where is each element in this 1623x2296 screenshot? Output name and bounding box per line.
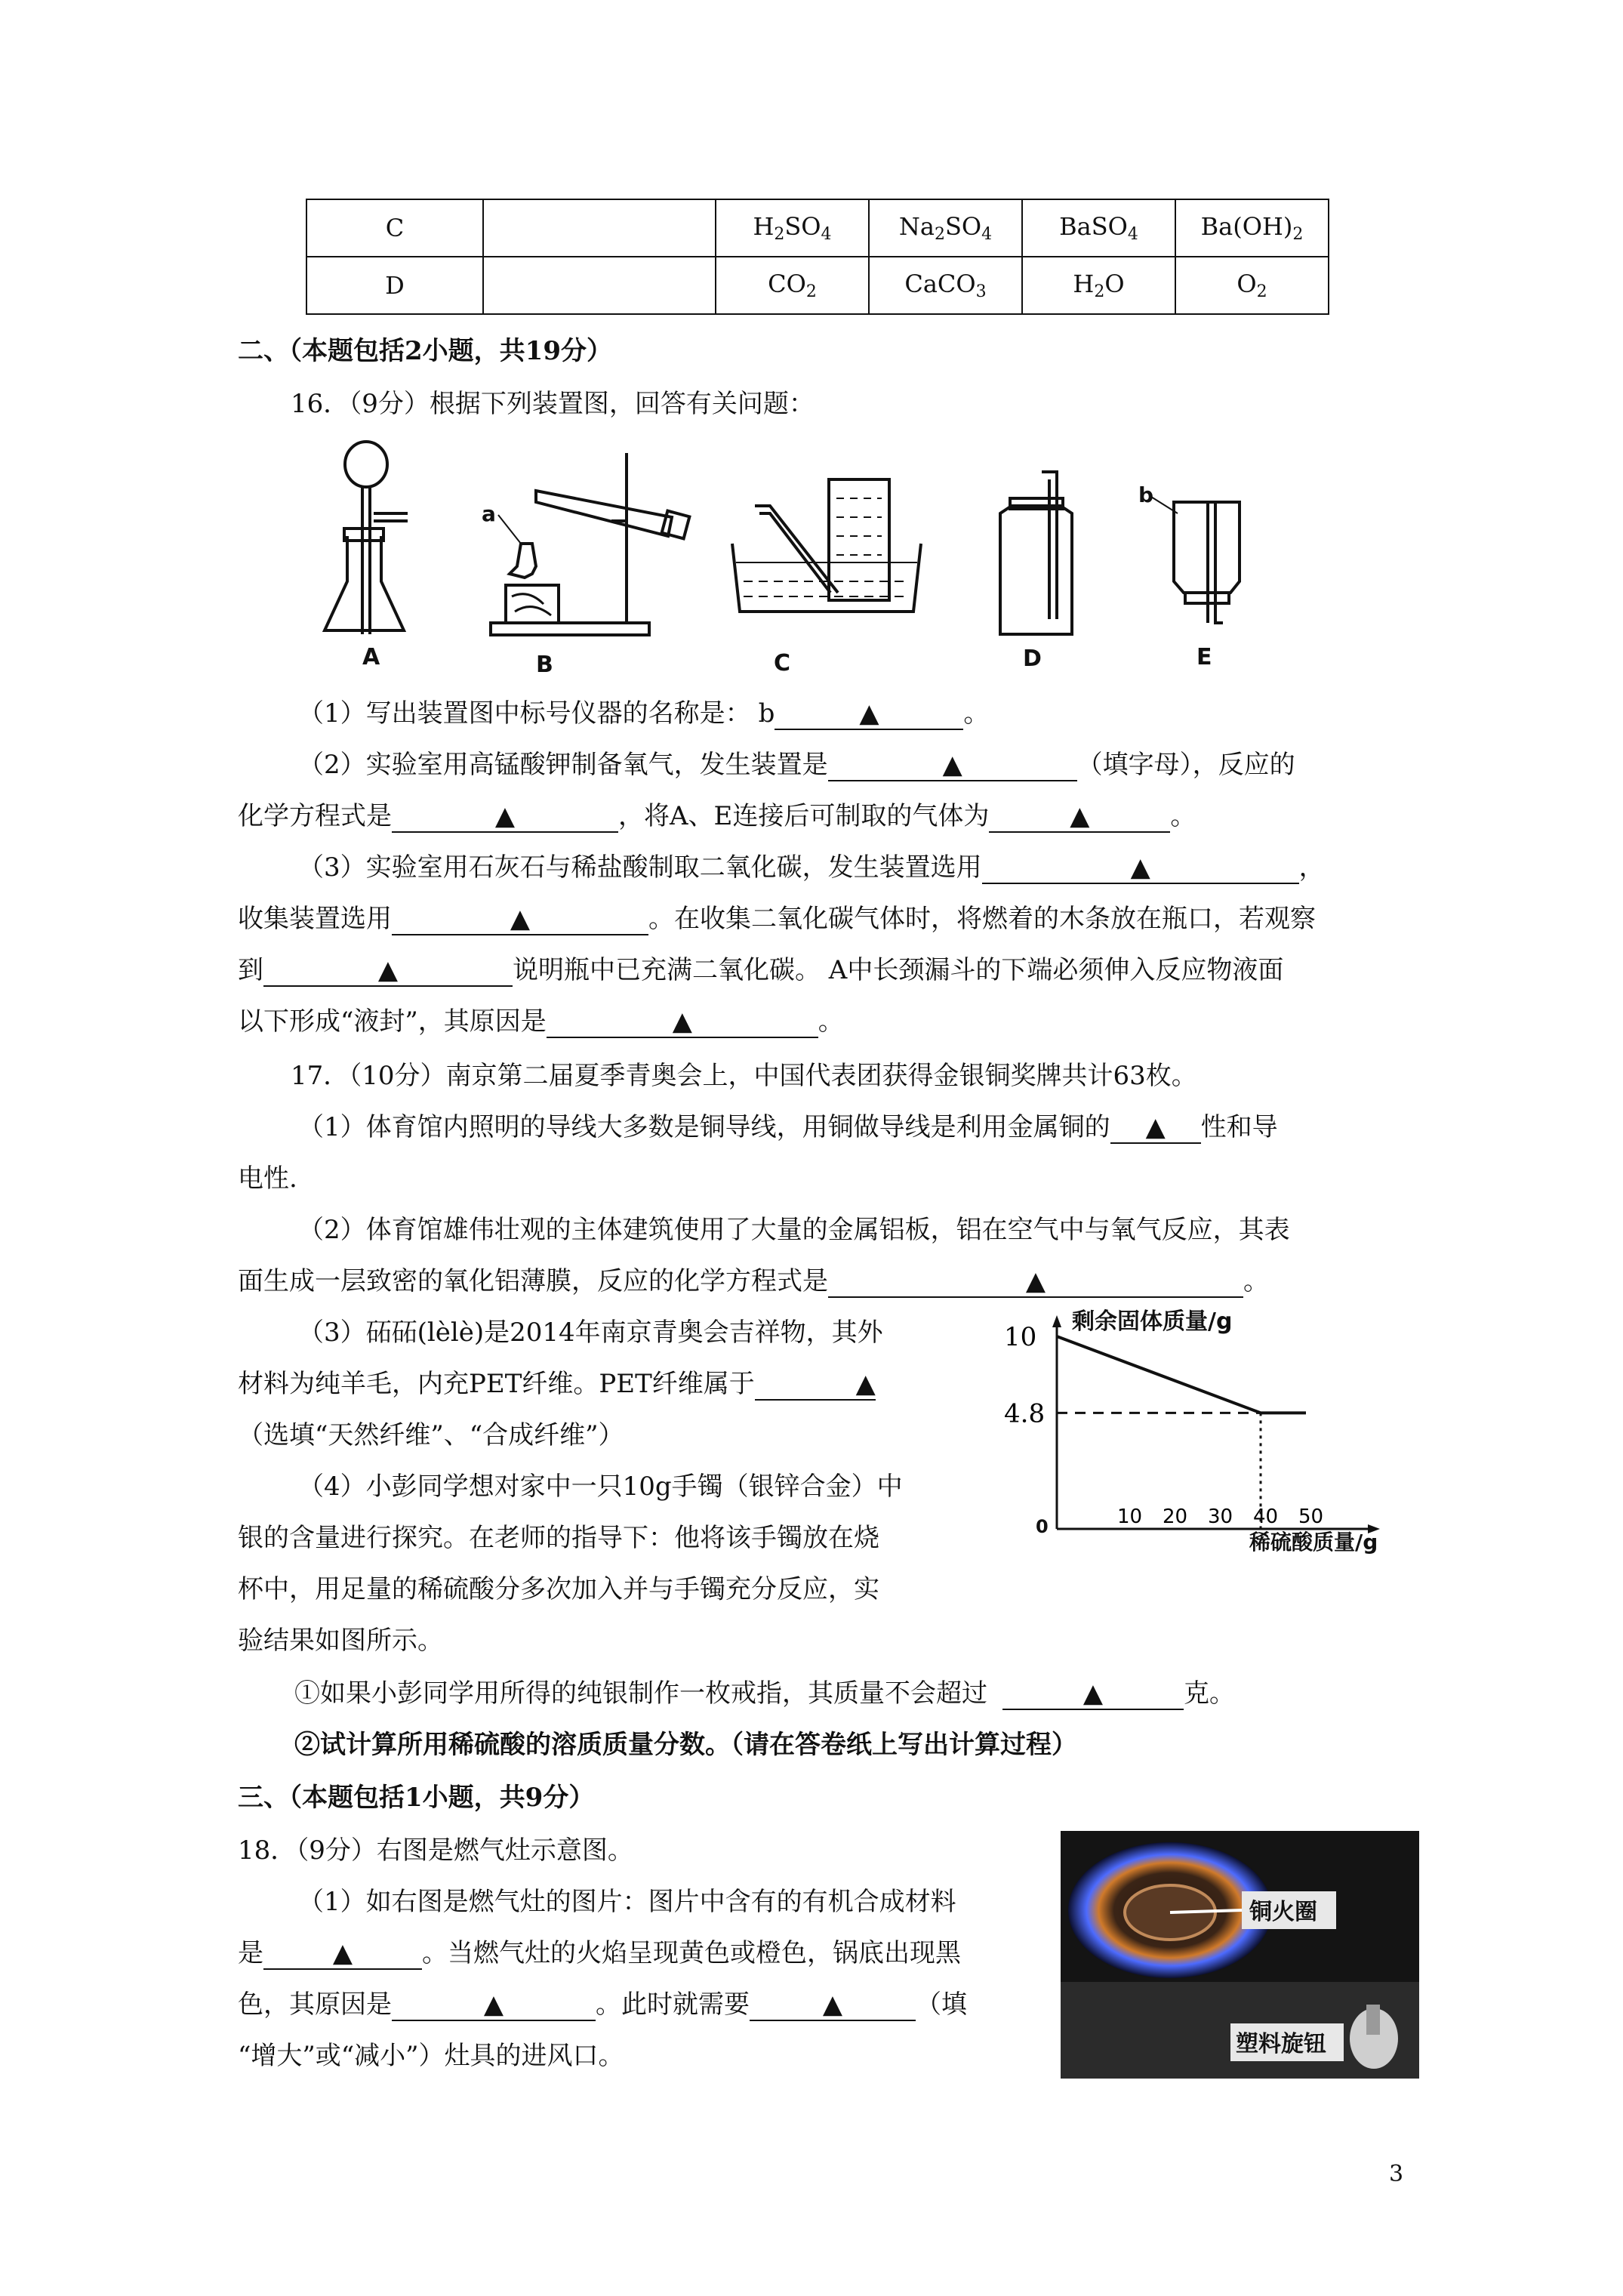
- q17-q1: [294, 1678, 1235, 1710]
- text: 材料为纯羊毛，内充PET纤维。PET纤维属于: [238, 1369, 755, 1399]
- table-cell: $H_2O$: [1022, 257, 1175, 314]
- text: （填: [916, 1989, 967, 2020]
- marker: ▲: [822, 1989, 843, 2020]
- text: 色，其原因是: [238, 1989, 392, 2020]
- q18-part1: （1）如右图是燃气灶的图片：图片中含有的有机合成材料: [298, 1887, 956, 1917]
- q17-part1b: 电性.: [238, 1163, 297, 1194]
- table-cell: $Na_2SO_4$: [869, 199, 1022, 257]
- stove-photo-art: [1061, 1831, 1419, 2079]
- text: 。当燃气灶的火焰呈现黄色或橙色，锅底出现黑: [422, 1938, 961, 1968]
- marker: ▲: [483, 1989, 504, 2020]
- table-cell: [483, 257, 716, 314]
- answer-table: [306, 199, 1329, 315]
- answer-blank[interactable]: [982, 852, 1299, 884]
- q16-title: 16．（9分）根据下列装置图，回答有关问题：: [291, 389, 815, 419]
- q18-part1b: [238, 1938, 961, 1970]
- answer-blank[interactable]: [1002, 1678, 1184, 1710]
- answer-blank[interactable]: [1110, 1112, 1201, 1144]
- text: 化学方程式是: [238, 801, 392, 831]
- text: 克。: [1184, 1678, 1235, 1709]
- marker: ▲: [1025, 1266, 1046, 1296]
- label-a-instrument: a: [482, 501, 496, 526]
- text: 。: [963, 698, 990, 729]
- answer-blank[interactable]: [392, 904, 648, 935]
- answer-blank[interactable]: [750, 1989, 916, 2021]
- marker: ▲: [942, 750, 962, 780]
- answer-blank[interactable]: [263, 955, 513, 987]
- q16-part1: [298, 698, 989, 730]
- marker: ▲: [1083, 1678, 1104, 1709]
- copper-ring-label: 铜火圈: [1249, 1899, 1317, 1925]
- label-a-device: A: [362, 644, 380, 670]
- q16-part3b: [238, 904, 1316, 935]
- text: （1）写出装置图中标号仪器的名称是：: [298, 698, 751, 729]
- x-tick-label: 30: [1208, 1505, 1233, 1528]
- x-tick-label: 40: [1253, 1505, 1279, 1528]
- y-axis-label: 剩余固体质量/g: [1072, 1308, 1233, 1335]
- text: 。: [1170, 801, 1196, 831]
- apparatus-diagram: [317, 430, 1268, 680]
- q18-part1d: “增大”或“减小”）灶具的进风口。: [238, 2041, 624, 2071]
- table-cell: BaSO$_4$: [1022, 199, 1175, 257]
- table-cell: $Ba(OH)_2$: [1175, 199, 1329, 257]
- text: 以下形成“液封”，其原因是: [238, 1006, 547, 1037]
- table-row: [306, 199, 1329, 257]
- text: 面生成一层致密的氧化铝薄膜，反应的化学方程式是: [238, 1266, 828, 1296]
- q17-part1: [298, 1112, 1278, 1144]
- marker: ▲: [1145, 1112, 1166, 1142]
- q18-title: 18．（9分）右图是燃气灶示意图。: [238, 1835, 633, 1866]
- x-tick-label: 10: [1117, 1505, 1143, 1528]
- apparatus-d: [1000, 472, 1072, 634]
- q18-part1c: [238, 1989, 967, 2021]
- q17-part3c: （选填“天然纤维”、“合成纤维”）: [238, 1420, 624, 1450]
- answer-blank[interactable]: [828, 750, 1077, 781]
- q16-part2: [298, 750, 1295, 781]
- series-line: [1057, 1336, 1306, 1413]
- answer-blank[interactable]: [547, 1006, 818, 1038]
- x-tick-label: 20: [1163, 1505, 1188, 1528]
- table-cell: C: [306, 199, 483, 257]
- text: （填字母），反应的: [1076, 750, 1295, 780]
- text: （2）实验室用高锰酸钾制备氧气，发生装置是: [298, 750, 828, 780]
- q17-part3: （3）砳砳(lèlè)是2014年南京青奥会吉祥物，其外: [298, 1318, 883, 1348]
- answer-blank[interactable]: [775, 698, 963, 730]
- table-row: [306, 257, 1329, 314]
- table-cell: [483, 199, 716, 257]
- q16-part2b: [238, 801, 1196, 833]
- answer-blank[interactable]: [828, 1266, 1243, 1298]
- section3-heading: 三、（本题包括1小题，共9分）: [238, 1783, 595, 1813]
- q17-q2: ②试计算所用稀硫酸的溶质质量分数。（请在答卷纸上写出计算过程）: [294, 1730, 1077, 1760]
- label-c-device: C: [774, 650, 791, 676]
- table-cell: $H_2SO_4$: [716, 199, 869, 257]
- table-cell: D: [306, 257, 483, 314]
- apparatus-c: [732, 479, 921, 612]
- q17-part3b: [238, 1369, 876, 1401]
- text: 。此时就需要: [596, 1989, 750, 2020]
- marker: ▲: [672, 1006, 692, 1037]
- text: ，将A、E连接后可制取的气体为: [618, 801, 990, 831]
- y-tick-label: 10: [1004, 1322, 1037, 1352]
- section2-heading: 二、（本题包括2小题，共19分）: [238, 336, 612, 366]
- q17-part2b: [238, 1266, 1269, 1298]
- apparatus-a: [325, 442, 408, 634]
- table-cell: $CO_2$: [716, 257, 869, 314]
- answer-blank[interactable]: [989, 801, 1170, 833]
- text: 是: [238, 1938, 263, 1968]
- y-axis-arrow: [1052, 1315, 1061, 1327]
- text: 。在收集二氧化碳气体时，将燃着的木条放在瓶口，若观察: [648, 904, 1316, 934]
- marker: ▲: [1070, 801, 1090, 831]
- plastic-knob-label: 塑料旋钮: [1236, 2031, 1326, 2057]
- x-tick-label: 50: [1298, 1505, 1324, 1528]
- text: ，: [1298, 852, 1325, 883]
- q16-part3d: [238, 1006, 844, 1038]
- table-cell: $O_2$: [1175, 257, 1329, 314]
- page-number: 3: [1389, 2161, 1404, 2187]
- marker: ▲: [859, 698, 879, 729]
- mass-chart: [996, 1306, 1419, 1563]
- label-e-device: E: [1196, 644, 1212, 670]
- marker: ▲: [510, 904, 531, 934]
- q17-part4d: 验结果如图所示。: [238, 1626, 443, 1656]
- text: b: [758, 698, 775, 729]
- y-tick-label: 4.8: [1004, 1398, 1046, 1429]
- text: 说明瓶中已充满二氧化碳。 A中长颈漏斗的下端必须伸入反应物液面: [513, 955, 1284, 985]
- text: ①如果小彭同学用所得的纯银制作一枚戒指，其质量不会超过: [294, 1678, 987, 1709]
- apparatus-b: [491, 453, 689, 635]
- q17-part4c: 杯中，用足量的稀硫酸分多次加入并与手镯充分反应，实: [238, 1574, 879, 1604]
- label-b-device: B: [536, 652, 553, 678]
- x-axis-label: 稀硫酸质量/g: [1249, 1530, 1378, 1555]
- origin-label: 0: [1036, 1516, 1049, 1537]
- text: 到: [238, 955, 263, 985]
- text: （1）体育馆内照明的导线大多数是铜导线，用铜做导线是利用金属铜的: [298, 1112, 1110, 1142]
- apparatus-e: [1174, 502, 1240, 623]
- answer-blank[interactable]: [392, 801, 618, 833]
- answer-blank[interactable]: [755, 1369, 876, 1401]
- q17-part4b: 银的含量进行探究。在老师的指导下：他将该手镯放在烧: [238, 1523, 879, 1553]
- label-b-instrument: b: [1138, 482, 1154, 507]
- q17-part4: （4）小彭同学想对家中一只10g手镯（银锌合金）中: [298, 1472, 903, 1502]
- marker: ▲: [855, 1369, 876, 1399]
- text: 性和导: [1200, 1112, 1278, 1142]
- label-d-device: D: [1023, 646, 1042, 672]
- q16-part3c: [238, 955, 1283, 987]
- q17-part2: （2）体育馆雄伟壮观的主体建筑使用了大量的金属铝板，铝在空气中与氧气反应，其表: [298, 1215, 1290, 1245]
- table-cell: CaCO$_3$: [869, 257, 1022, 314]
- answer-blank[interactable]: [392, 1989, 596, 2021]
- q16-part3: [298, 852, 1325, 884]
- marker: ▲: [332, 1938, 353, 1968]
- stove-photo: [1061, 1831, 1419, 2079]
- text: 。: [818, 1006, 844, 1037]
- text: （3）实验室用石灰石与稀盐酸制取二氧化碳，发生装置选用: [298, 852, 982, 883]
- marker: ▲: [377, 955, 399, 985]
- marker: ▲: [1130, 852, 1150, 883]
- answer-blank[interactable]: [263, 1938, 422, 1970]
- marker: ▲: [494, 801, 516, 831]
- q17-title: 17．（10分）南京第二届夏季青奥会上，中国代表团获得金银铜奖牌共计63枚。: [291, 1061, 1197, 1091]
- text: 收集装置选用: [238, 904, 392, 934]
- text: 。: [1243, 1266, 1269, 1296]
